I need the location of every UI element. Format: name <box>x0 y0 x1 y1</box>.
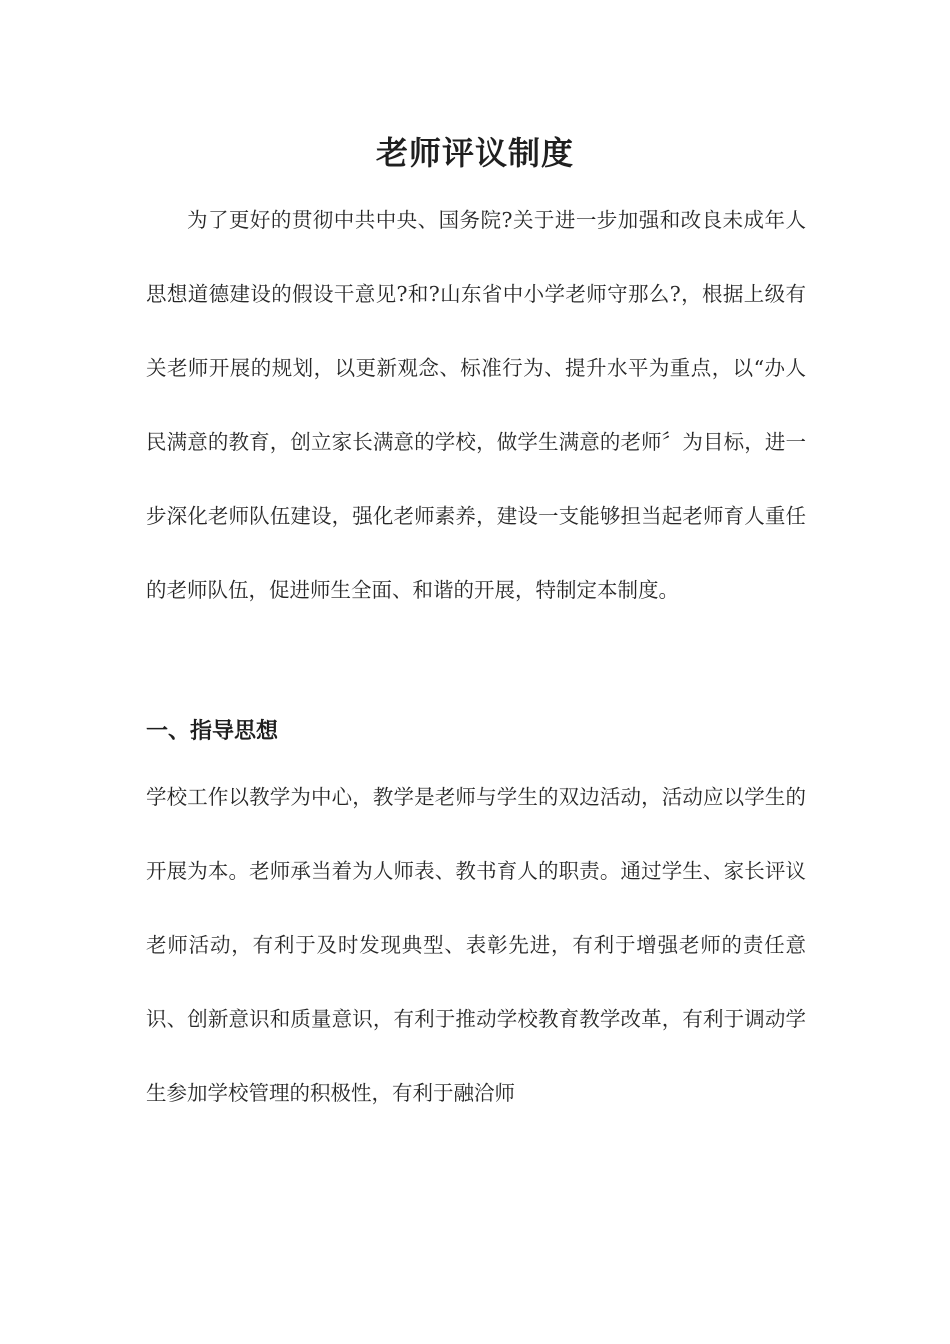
section-paragraph-guiding-ideology: 学校工作以教学为中心，教学是老师与学生的双边活动，活动应以学生的开展为本。老师承当着为人师表、教书育人的职责。通过学生、家长评议老师活动，有利于及时发现典型、表彰先进，有利于增强老师的责任意识、创新意识和质量意识，有利于推动学校教育教学改革，有利于调动学生参加学校管理的积极性，有利于融洽师 <box>146 785 806 1105</box>
intro-paragraph: 为了更好的贯彻中共中央、国务院?关于进一步加强和改良未成年人思想道德建设的假设干意见?和?山东省中小学老师守那么?，根据上级有关老师开展的规划，以更新观念、标准行为、提升水平为重点，以“办人民满意的教育，创立家长满意的学校，做学生满意的老师〞为目标，进一步深化老师队伍建设，强化老师素养，建设一支能够担当起老师育人重任的老师队伍，促进师生全面、和谐的开展，特制定本制度。 <box>146 208 806 602</box>
document-title: 老师评议制度 <box>375 134 574 172</box>
section-heading-guiding-ideology: 一、指导思想 <box>146 719 279 744</box>
